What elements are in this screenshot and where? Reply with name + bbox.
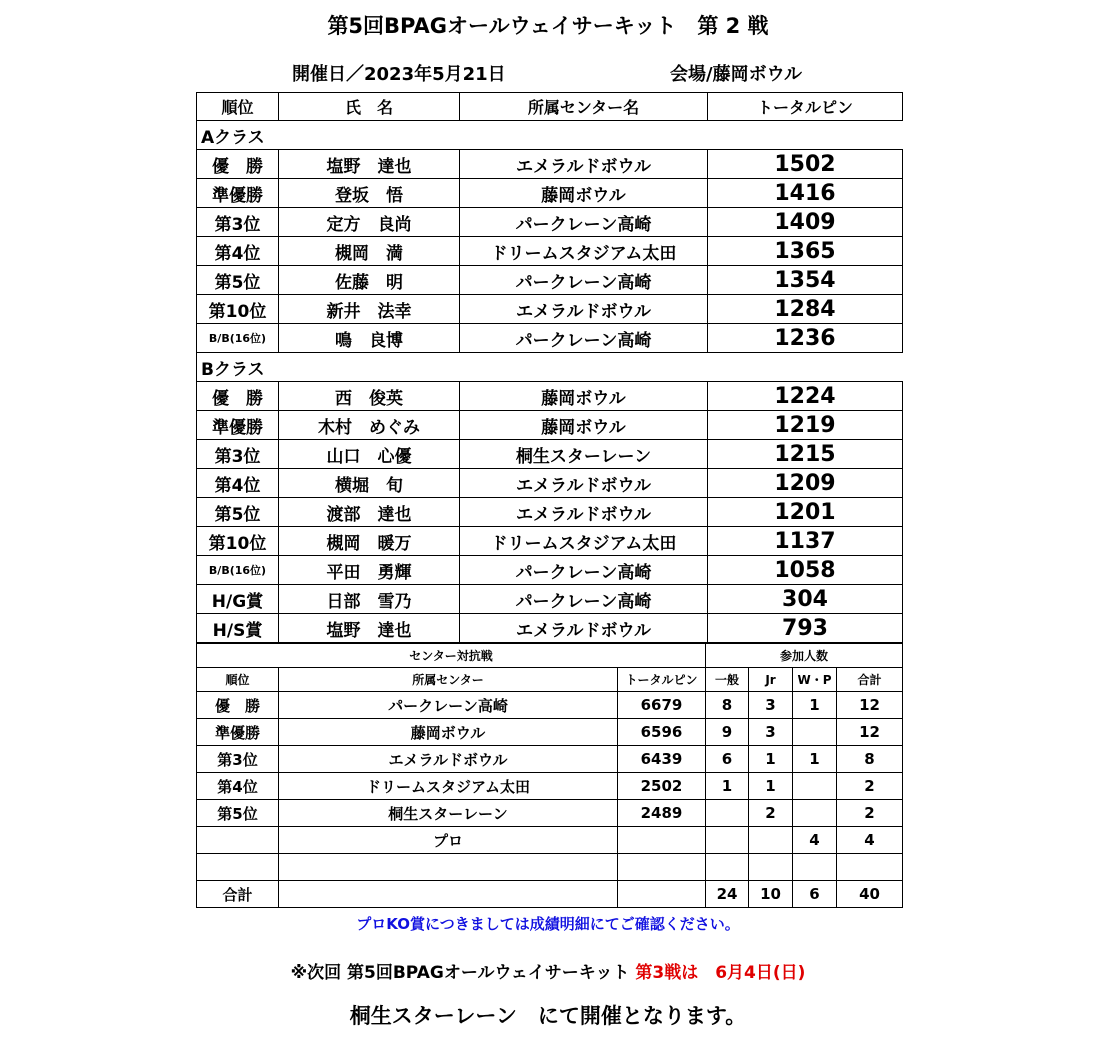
next-event-date: 第3戦は 6月4日(日) bbox=[635, 963, 806, 983]
center-cell: パークレーン高崎 bbox=[460, 324, 708, 353]
center-cell: パークレーン高崎 bbox=[460, 556, 708, 585]
wp-cell bbox=[793, 773, 837, 800]
center-cell: ドリームスタジアム太田 bbox=[279, 773, 618, 800]
total-pins-cell: 1224 bbox=[708, 382, 903, 411]
rank-cell: 優 勝 bbox=[197, 150, 279, 179]
name-cell: 登坂 悟 bbox=[279, 179, 460, 208]
total-cell: 2489 bbox=[618, 800, 706, 827]
name-cell: 木村 めぐみ bbox=[279, 411, 460, 440]
total-pins-cell: 1502 bbox=[708, 150, 903, 179]
sum-cell: 8 bbox=[837, 746, 903, 773]
wp-cell: 4 bbox=[793, 827, 837, 854]
table-row bbox=[197, 237, 903, 266]
rank-cell: 第5位 bbox=[197, 800, 279, 827]
general-cell: 1 bbox=[706, 773, 749, 800]
name-cell: 西 俊英 bbox=[279, 382, 460, 411]
table-row bbox=[197, 121, 903, 150]
total-cell: 6679 bbox=[618, 692, 706, 719]
center-cell: パークレーン高崎 bbox=[460, 208, 708, 237]
general-cell: 9 bbox=[706, 719, 749, 746]
table-row bbox=[197, 773, 903, 800]
sum-cell: 12 bbox=[837, 692, 903, 719]
rank-cell: 合計 bbox=[197, 881, 279, 908]
header-name: 氏 名 bbox=[279, 93, 460, 121]
wp-cell: 1 bbox=[793, 692, 837, 719]
rank-cell: 第4位 bbox=[197, 237, 279, 266]
center-cell: エメラルドボウル bbox=[460, 469, 708, 498]
name-cell: 定方 良尚 bbox=[279, 208, 460, 237]
sum-cell: 2 bbox=[837, 773, 903, 800]
rank-cell: 第10位 bbox=[197, 295, 279, 324]
name-cell: 鳴 良博 bbox=[279, 324, 460, 353]
general-cell: 24 bbox=[706, 881, 749, 908]
header-general: 一般 bbox=[706, 668, 749, 692]
name-cell: 渡部 達也 bbox=[279, 498, 460, 527]
center-match-title: センター対抗戦 bbox=[197, 644, 706, 668]
table-row bbox=[197, 324, 903, 353]
rank-cell: 第10位 bbox=[197, 527, 279, 556]
header-center: 所属センター名 bbox=[460, 93, 708, 121]
table-row bbox=[197, 585, 903, 614]
wp-cell bbox=[793, 800, 837, 827]
award-cell: H/S賞 bbox=[197, 614, 279, 643]
results-table bbox=[196, 92, 903, 643]
rank-cell bbox=[197, 827, 279, 854]
center-cell: エメラルドボウル bbox=[279, 746, 618, 773]
pro-ko-note: プロKO賞につきましては成績明細にてご確認ください。 bbox=[356, 915, 740, 933]
rank-cell: 準優勝 bbox=[197, 179, 279, 208]
total-cell: 2502 bbox=[618, 773, 706, 800]
center-cell: パークレーン高崎 bbox=[460, 266, 708, 295]
award-cell: H/G賞 bbox=[197, 585, 279, 614]
sum-cell: 40 bbox=[837, 881, 903, 908]
table-row bbox=[197, 614, 903, 643]
header-wp: W・P bbox=[793, 668, 837, 692]
next-event-prefix: ※次回 第5回BPAGオールウェイサーキット bbox=[290, 963, 636, 983]
rank-cell: B/B(16位) bbox=[197, 556, 279, 585]
jr-cell: 1 bbox=[749, 773, 793, 800]
table-row bbox=[197, 800, 903, 827]
total-cell bbox=[618, 827, 706, 854]
table-row bbox=[197, 881, 903, 908]
center-cell: プロ bbox=[279, 827, 618, 854]
center-cell: パークレーン高崎 bbox=[460, 585, 708, 614]
table-row bbox=[197, 382, 903, 411]
jr-cell bbox=[749, 827, 793, 854]
total-pins-cell: 1209 bbox=[708, 469, 903, 498]
table-row bbox=[197, 266, 903, 295]
center-cell: 藤岡ボウル bbox=[460, 411, 708, 440]
next-event-venue: 桐生スターレーン にて開催となります。 bbox=[349, 1004, 747, 1028]
table-row bbox=[197, 469, 903, 498]
center-match-table bbox=[196, 643, 903, 908]
name-cell: 新井 法幸 bbox=[279, 295, 460, 324]
center-cell: パークレーン高崎 bbox=[279, 692, 618, 719]
wp-cell bbox=[793, 854, 837, 881]
sum-cell: 2 bbox=[837, 800, 903, 827]
total-pins-cell: 1058 bbox=[708, 556, 903, 585]
table-row bbox=[197, 150, 903, 179]
table-row bbox=[197, 644, 903, 668]
center-cell: ドリームスタジアム太田 bbox=[460, 527, 708, 556]
center-cell: エメラルドボウル bbox=[460, 295, 708, 324]
name-cell: 塩野 達也 bbox=[279, 150, 460, 179]
total-cell: 6439 bbox=[618, 746, 706, 773]
total-pins-cell: 1215 bbox=[708, 440, 903, 469]
center-cell: 桐生スターレーン bbox=[460, 440, 708, 469]
table-row bbox=[197, 719, 903, 746]
rank-cell: 優 勝 bbox=[197, 692, 279, 719]
table-row bbox=[197, 411, 903, 440]
jr-cell: 2 bbox=[749, 800, 793, 827]
jr-cell: 10 bbox=[749, 881, 793, 908]
name-cell: 塩野 達也 bbox=[279, 614, 460, 643]
center-cell: 藤岡ボウル bbox=[460, 179, 708, 208]
rank-cell: B/B(16位) bbox=[197, 324, 279, 353]
name-cell: 佐藤 明 bbox=[279, 266, 460, 295]
table-row bbox=[197, 854, 903, 881]
table-row bbox=[197, 692, 903, 719]
jr-cell: 3 bbox=[749, 719, 793, 746]
rank-cell bbox=[197, 854, 279, 881]
header-jr: Jr bbox=[749, 668, 793, 692]
name-cell: 日部 雪乃 bbox=[279, 585, 460, 614]
jr-cell: 3 bbox=[749, 692, 793, 719]
name-cell: 槻岡 暖万 bbox=[279, 527, 460, 556]
table-row bbox=[197, 746, 903, 773]
center-cell: 藤岡ボウル bbox=[279, 719, 618, 746]
participants-title: 参加人数 bbox=[706, 644, 903, 668]
total-pins-cell: 1201 bbox=[708, 498, 903, 527]
center-cell bbox=[279, 854, 618, 881]
table-row bbox=[197, 440, 903, 469]
rank-cell: 準優勝 bbox=[197, 719, 279, 746]
name-cell: 横堀 旬 bbox=[279, 469, 460, 498]
table-row bbox=[197, 179, 903, 208]
center-cell: ドリームスタジアム太田 bbox=[460, 237, 708, 266]
table-row bbox=[197, 353, 903, 382]
general-cell bbox=[706, 827, 749, 854]
center-cell bbox=[279, 881, 618, 908]
center-cell: エメラルドボウル bbox=[460, 150, 708, 179]
total-pins-cell: 1409 bbox=[708, 208, 903, 237]
sum-cell bbox=[837, 854, 903, 881]
total-pins-cell: 1219 bbox=[708, 411, 903, 440]
table-row bbox=[197, 668, 903, 692]
jr-cell bbox=[749, 854, 793, 881]
total-cell bbox=[618, 881, 706, 908]
header-rank: 順位 bbox=[197, 668, 279, 692]
general-cell bbox=[706, 854, 749, 881]
table-row bbox=[197, 498, 903, 527]
total-pins-cell: 1365 bbox=[708, 237, 903, 266]
header-center: 所属センター bbox=[279, 668, 618, 692]
general-cell: 8 bbox=[706, 692, 749, 719]
jr-cell: 1 bbox=[749, 746, 793, 773]
header-total: トータルピン bbox=[708, 93, 903, 121]
event-venue: 会場/藤岡ボウル bbox=[670, 64, 803, 85]
header-total: トータルピン bbox=[618, 668, 706, 692]
total-pins-cell: 1416 bbox=[708, 179, 903, 208]
table-row bbox=[197, 556, 903, 585]
name-cell: 槻岡 満 bbox=[279, 237, 460, 266]
header-rank: 順位 bbox=[197, 93, 279, 121]
next-event-note bbox=[0, 958, 1096, 983]
center-cell: エメラルドボウル bbox=[460, 614, 708, 643]
total-pins-cell: 1354 bbox=[708, 266, 903, 295]
sum-cell: 4 bbox=[837, 827, 903, 854]
rank-cell: 第4位 bbox=[197, 469, 279, 498]
rank-cell: 第4位 bbox=[197, 773, 279, 800]
sum-cell: 12 bbox=[837, 719, 903, 746]
general-cell: 6 bbox=[706, 746, 749, 773]
rank-cell: 第3位 bbox=[197, 208, 279, 237]
table-row bbox=[197, 295, 903, 324]
center-cell: 藤岡ボウル bbox=[460, 382, 708, 411]
rank-cell: 準優勝 bbox=[197, 411, 279, 440]
rank-cell: 第5位 bbox=[197, 266, 279, 295]
class-label: Aクラス bbox=[197, 121, 903, 150]
event-date: 開催日／2023年5月21日 bbox=[292, 64, 506, 85]
wp-cell bbox=[793, 719, 837, 746]
table-row bbox=[197, 93, 903, 121]
total-cell bbox=[618, 854, 706, 881]
page-title: 第5回BPAGオールウェイサーキット 第 2 戦 bbox=[327, 14, 769, 38]
name-cell: 山口 心優 bbox=[279, 440, 460, 469]
rank-cell: 優 勝 bbox=[197, 382, 279, 411]
total-cell: 6596 bbox=[618, 719, 706, 746]
total-pins-cell: 1137 bbox=[708, 527, 903, 556]
table-row bbox=[197, 827, 903, 854]
header-sum: 合計 bbox=[837, 668, 903, 692]
table-row bbox=[197, 527, 903, 556]
total-pins-cell: 793 bbox=[708, 614, 903, 643]
rank-cell: 第3位 bbox=[197, 746, 279, 773]
wp-cell: 6 bbox=[793, 881, 837, 908]
table-row bbox=[197, 208, 903, 237]
total-pins-cell: 304 bbox=[708, 585, 903, 614]
center-cell: 桐生スターレーン bbox=[279, 800, 618, 827]
wp-cell: 1 bbox=[793, 746, 837, 773]
general-cell bbox=[706, 800, 749, 827]
center-cell: エメラルドボウル bbox=[460, 498, 708, 527]
total-pins-cell: 1284 bbox=[708, 295, 903, 324]
name-cell: 平田 勇輝 bbox=[279, 556, 460, 585]
rank-cell: 第5位 bbox=[197, 498, 279, 527]
class-label: Bクラス bbox=[197, 353, 903, 382]
rank-cell: 第3位 bbox=[197, 440, 279, 469]
total-pins-cell: 1236 bbox=[708, 324, 903, 353]
